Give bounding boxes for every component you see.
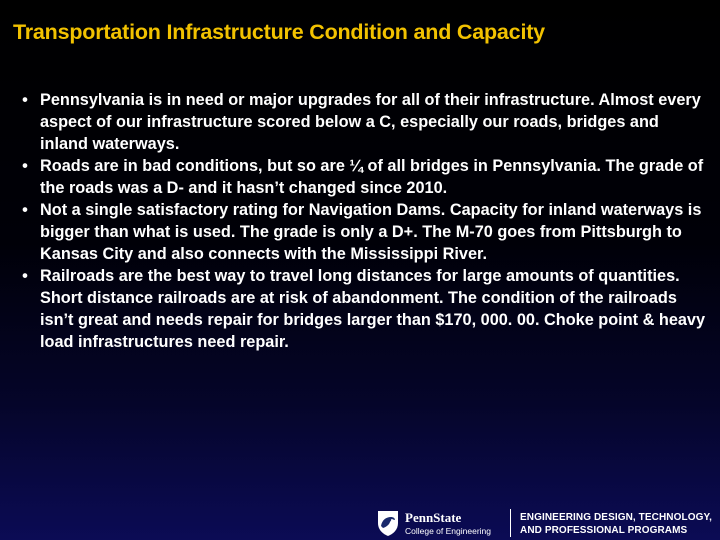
program-name-line2: AND PROFESSIONAL PROGRAMS: [520, 525, 688, 536]
bullet-marker: •: [22, 201, 28, 219]
bullet-item: [18, 265, 708, 353]
bullet-item: [18, 89, 708, 155]
university-name: PennState: [405, 510, 462, 525]
college-name: College of Engineering: [405, 526, 492, 536]
footer-divider: [510, 509, 511, 537]
bullet-text: Pennsylvania is in need or major upgrades for all of their infrastructure. Almost every aspect of our infrastructure scored below a C, especially our roads, bridges and inland waterways.: [40, 91, 701, 153]
bullet-marker: •: [22, 157, 28, 175]
bullet-text: Not a single satisfactory rating for Navigation Dams. Capacity for inland waterways is bigger than what is used. The grade is only a D+. The M-70 goes from Pittsburgh to Kansas City and also connects with the Mississippi River.: [40, 201, 702, 263]
footer-branding: [0, 505, 720, 540]
slide-title: Transportation Infrastructure Condition and Capacity: [13, 20, 545, 44]
bullet-marker: •: [22, 91, 28, 109]
bullet-item: [18, 199, 708, 265]
bullet-marker: •: [22, 267, 28, 285]
bullet-item: [18, 155, 708, 199]
penn-state-shield-icon: [376, 509, 400, 537]
bullet-text: Roads are in bad conditions, but so are ¼ of all bridges in Pennsylvania. The grade of the roads was a D- and it hasn’t changed since 2010.: [40, 157, 704, 197]
program-name-line1: ENGINEERING DESIGN, TECHNOLOGY,: [520, 512, 713, 523]
bullet-text: Railroads are the best way to travel long distances for large amounts of quantities. Short distance railroads are at risk of abandonment. The condition of the railroads isn’t great and needs repair for bridges larger than $170, 000. 00. Choke point & heavy load infrastructures need repair.: [40, 267, 706, 351]
bullet-list: [18, 89, 708, 353]
